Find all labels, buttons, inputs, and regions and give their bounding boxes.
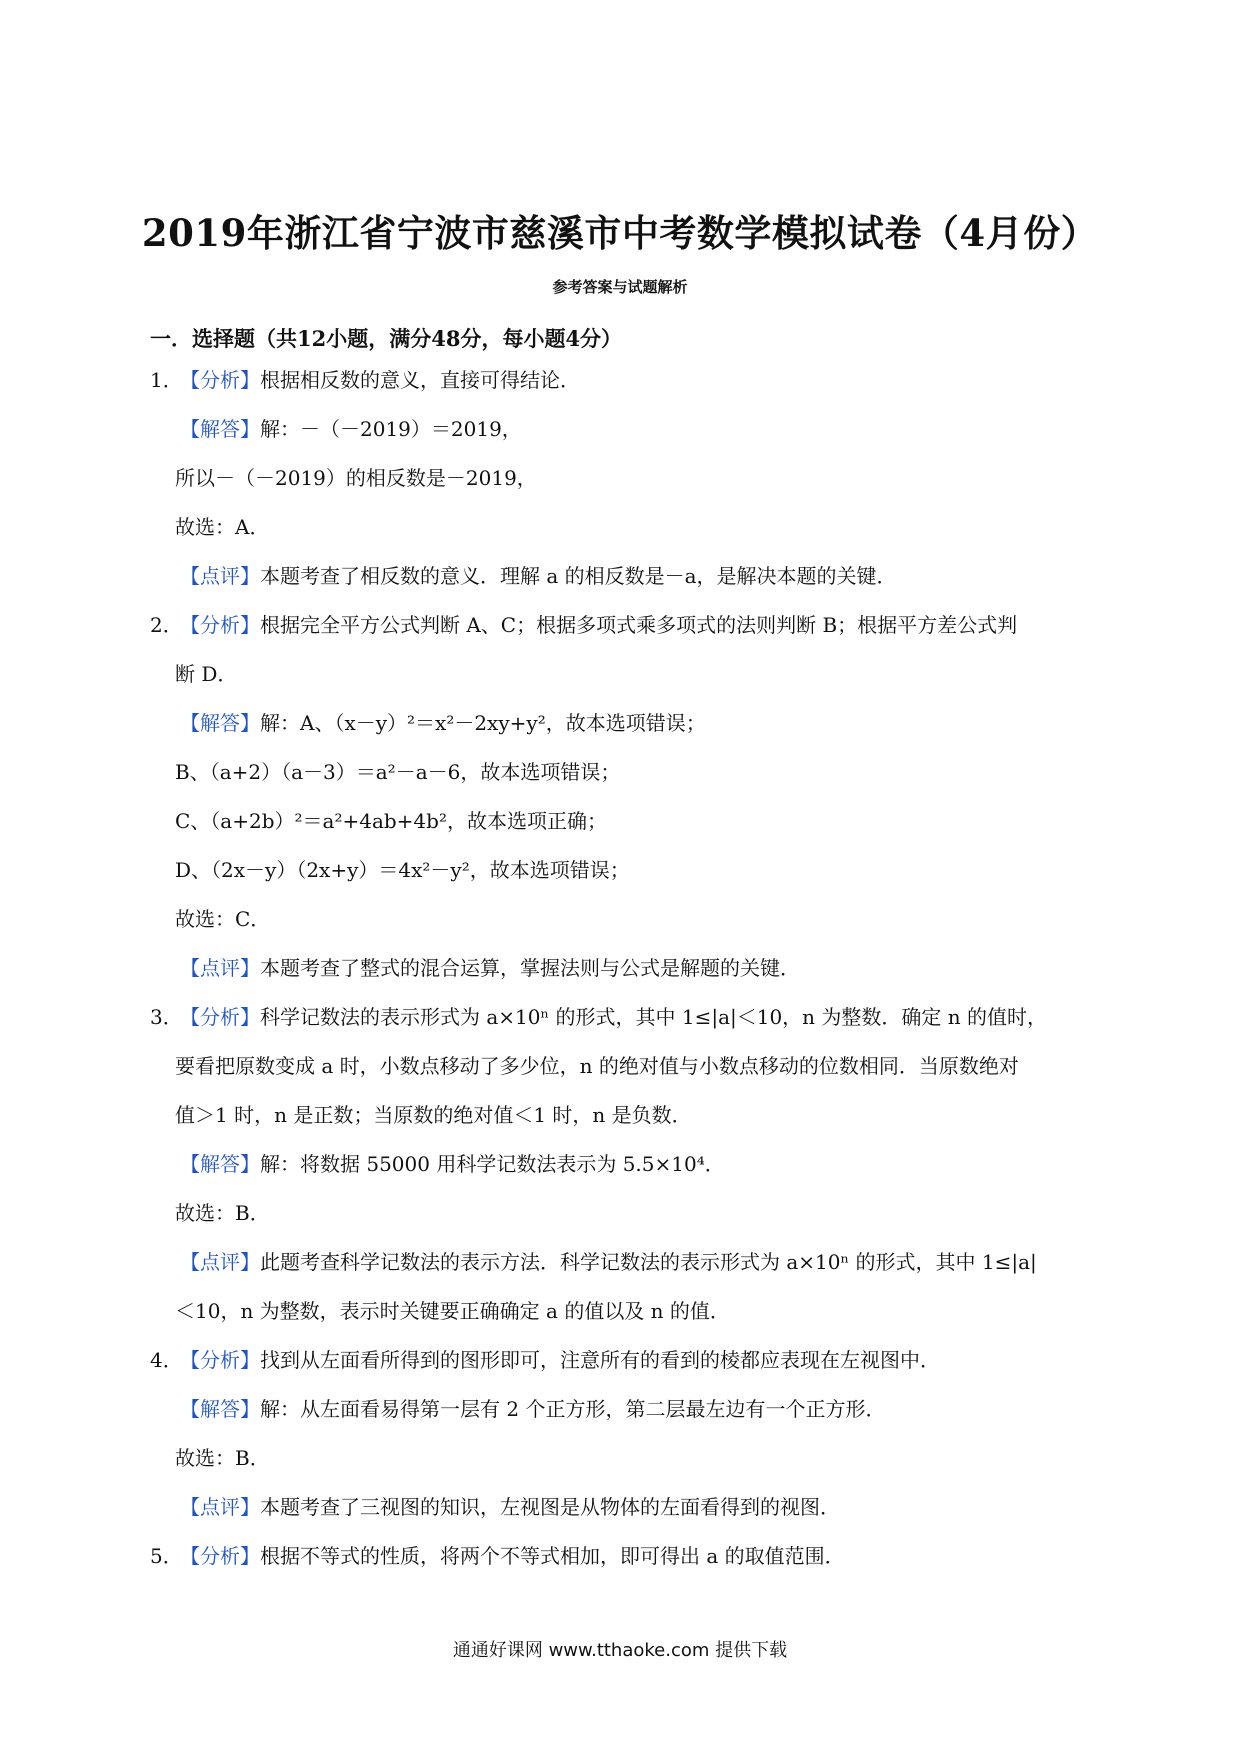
page-title: 2019年浙江省宁波市慈溪市中考数学模拟试卷（4月份） [141, 211, 1099, 255]
q2-answer [180, 708, 706, 738]
q2-choice: 故选：C． [175, 907, 271, 931]
q4-comment [180, 1492, 840, 1522]
q1-answer-text: 解：－（－2019）＝2019， [260, 417, 522, 441]
q5-analysis [180, 1541, 845, 1571]
q2-analysis [180, 610, 1017, 640]
analysis-tag: 【分析】 [180, 1005, 260, 1029]
answer-tag: 【解答】 [180, 417, 260, 441]
q3-analysis-cont1: 要看把原数变成 a 时，小数点移动了多少位，n 的绝对值与小数点移动的位数相同．当原数绝对 [175, 1054, 1019, 1078]
analysis-tag: 【分析】 [180, 368, 260, 392]
q3-comment [180, 1247, 1037, 1277]
q3-answer-text: 解：将数据 55000 用科学记数法表示为 5.5×10⁴． [260, 1152, 725, 1176]
q4-answer-text: 解：从左面看易得第一层有 2 个正方形，第二层最左边有一个正方形． [260, 1397, 886, 1421]
q3-answer [180, 1149, 725, 1179]
answer-tag: 【解答】 [180, 1397, 260, 1421]
q2-answer-b: B、（a+2）（a－3）＝a²－a－6，故本选项错误； [175, 760, 621, 784]
question-number: 5． [150, 1544, 183, 1568]
comment-tag: 【点评】 [180, 564, 260, 588]
q2-answer-c: C、（a+2b）²＝a²+4ab+4b²，故本选项正确； [175, 809, 607, 833]
comment-tag: 【点评】 [180, 1495, 260, 1519]
q3-choice: 故选：B． [175, 1201, 270, 1225]
q2-analysis-cont: 断 D． [175, 662, 238, 686]
section-heading: 一．选择题（共12小题，满分48分，每小题4分） [150, 326, 623, 351]
q1-analysis [180, 365, 580, 395]
page-subtitle: 参考答案与试题解析 [552, 278, 688, 296]
page-footer: 通通好课网 www.tthaoke.com 提供下载 [452, 1640, 788, 1661]
q3-comment-cont: ＜10，n 为整数，表示时关键要正确确定 a 的值以及 n 的值． [175, 1299, 730, 1323]
analysis-tag: 【分析】 [180, 1348, 260, 1372]
q4-choice: 故选：B． [175, 1446, 270, 1470]
q3-analysis [180, 1002, 1047, 1032]
q2-comment-text: 本题考查了整式的混合运算，掌握法则与公式是解题的关键． [260, 956, 800, 980]
question-number: 2． [150, 613, 183, 637]
q2-answer-a: 解：A、（x－y）²＝x²－2xy+y²，故本选项错误； [260, 711, 706, 735]
answer-tag: 【解答】 [180, 711, 260, 735]
comment-tag: 【点评】 [180, 1250, 260, 1274]
q1-answer [180, 414, 522, 444]
answer-tag: 【解答】 [180, 1152, 260, 1176]
q3-analysis-text: 科学记数法的表示形式为 a×10ⁿ 的形式，其中 1≤|a|＜10，n 为整数．确定 n 的值时， [260, 1005, 1048, 1029]
question-number: 3． [150, 1005, 183, 1029]
analysis-tag: 【分析】 [180, 613, 260, 637]
q2-analysis-text: 根据完全平方公式判断 A、C；根据多项式乘多项式的法则判断 B；根据平方差公式判 [260, 613, 1018, 637]
q2-answer-d: D、（2x－y）（2x+y）＝4x²－y²，故本选项错误； [175, 858, 630, 882]
q3-analysis-cont2: 值＞1 时，n 是正数；当原数的绝对值＜1 时，n 是负数． [175, 1103, 692, 1127]
question-number: 1． [150, 368, 183, 392]
q3-comment-text: 此题考查科学记数法的表示方法．科学记数法的表示形式为 a×10ⁿ 的形式，其中 1≤|a| [260, 1250, 1037, 1274]
q1-answer-line2: 所以－（－2019）的相反数是－2019， [175, 466, 537, 490]
q4-comment-text: 本题考查了三视图的知识，左视图是从物体的左面看得到的视图． [260, 1495, 840, 1519]
comment-tag: 【点评】 [180, 956, 260, 980]
q4-analysis [180, 1345, 940, 1375]
q4-analysis-text: 找到从左面看所得到的图形即可，注意所有的看到的棱都应表现在左视图中． [260, 1348, 940, 1372]
q1-choice: 故选：A． [175, 515, 270, 539]
q1-analysis-text: 根据相反数的意义，直接可得结论． [260, 368, 580, 392]
question-number: 4． [150, 1348, 183, 1372]
analysis-tag: 【分析】 [180, 1544, 260, 1568]
q4-answer [180, 1394, 885, 1424]
q5-analysis-text: 根据不等式的性质，将两个不等式相加，即可得出 a 的取值范围． [260, 1544, 845, 1568]
q1-comment-text: 本题考查了相反数的意义．理解 a 的相反数是－a，是解决本题的关键． [260, 564, 897, 588]
q2-comment [180, 953, 800, 983]
q1-comment [180, 561, 897, 591]
